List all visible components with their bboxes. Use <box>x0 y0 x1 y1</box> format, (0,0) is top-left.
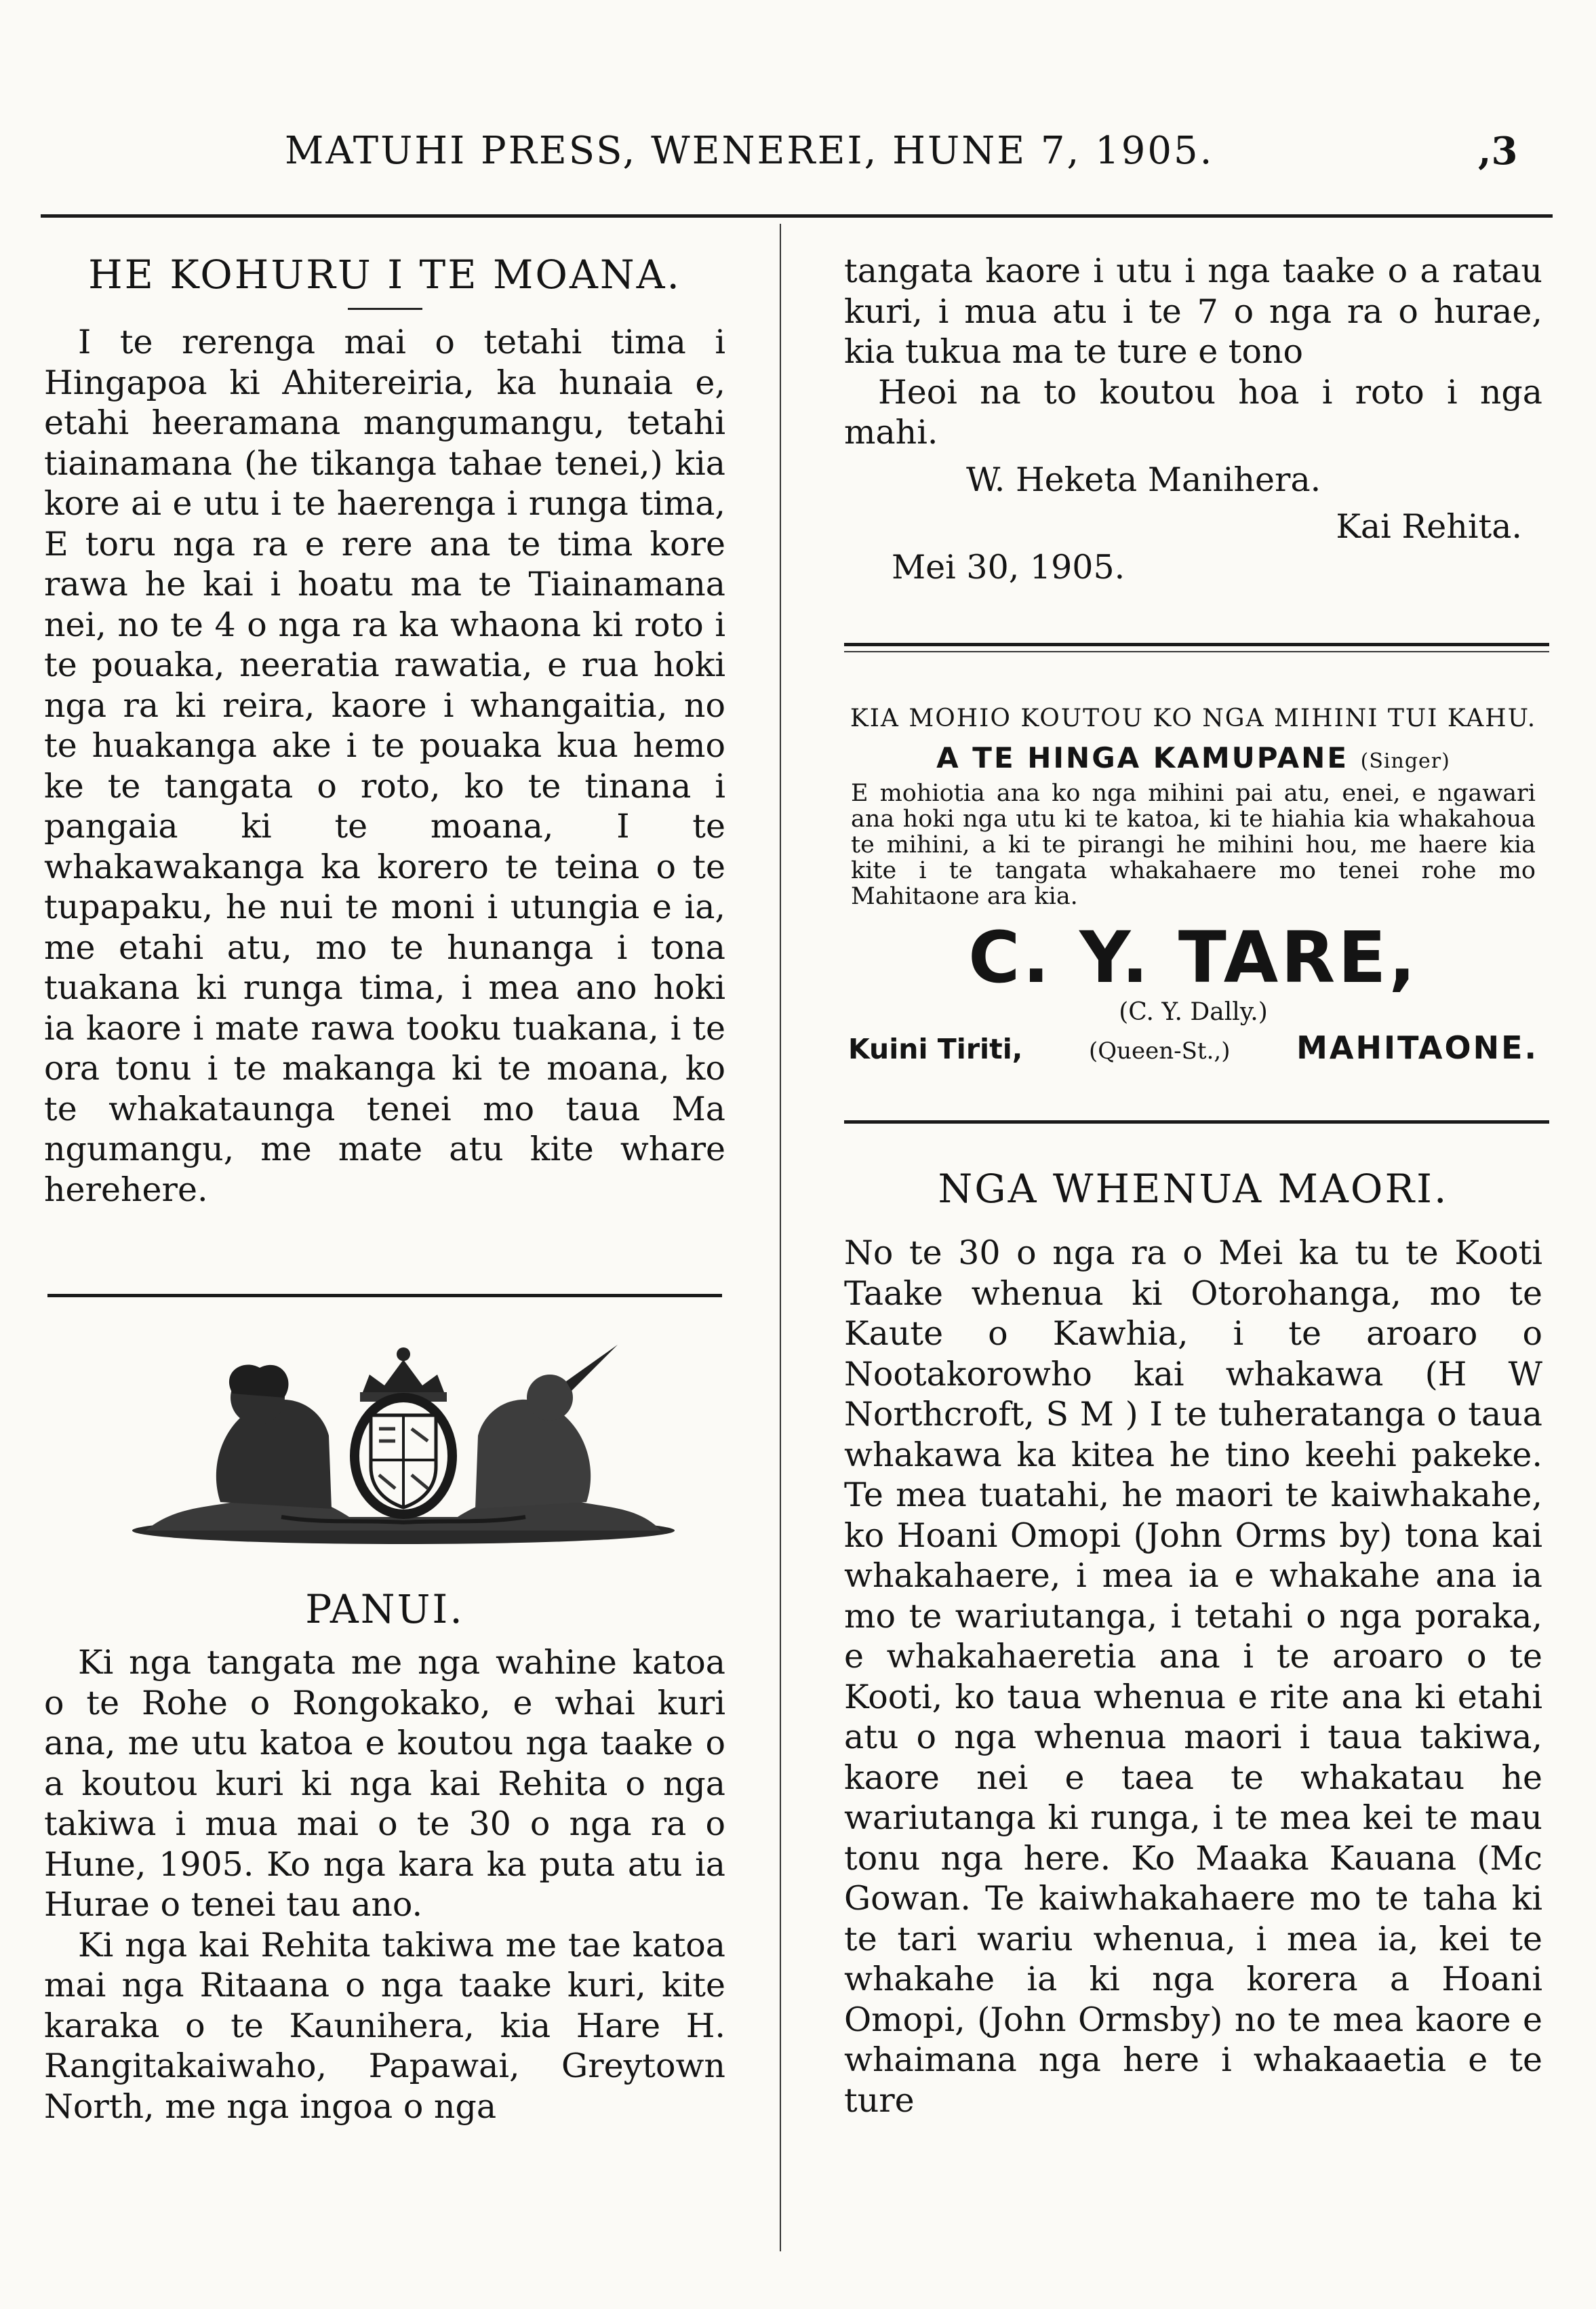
advert-body: E mohiotia ana ko nga mihini pai atu, enei, e ngawari ana hoki nga utu ki te katoa, ki te hiahia kia whakahoua te mihini, a ki te pirangi he mihini hou, me haere kia kite i te tangata whakahaere mo tenei rohe mo Mahitaone ara kia. <box>851 780 1536 910</box>
title-rule <box>348 308 422 310</box>
article-panui <box>44 1585 725 2127</box>
article-paragraph: tangata kaore i utu i nga taake o a ratau kuri, i mua atu i te 7 o nga ra o hurae, kia tukua ma te ture e tono <box>844 252 1542 371</box>
article-body: I te rerenga mai o tetahi tima i Hingapoa ki Ahitereiria, ka hunaia e, etahi heeramana mangumangu, tetahi tiainamana (he tikanga tahae tenei,) kia kore ai e utu i te haerenga i runga tima, E toru nga ra e rere ana te tima kore rawa he kai i hoatu ma te Tiainamana nei, no te 4 o nga ra ka whaona ki roto i te pouaka, neeratia rawatia, e rua hoki nga ra ki reira, kaore i whangaitia, no te huakanga ake i te pouaka kua hemo ke te tangata o roto, ko te tinana i pangaia ki te moana, I te whakawakanga ka korero te teina o te tupapaku, he nui te moni i utungia e ia, me etahi atu, mo te hunanga i tona tuakana ki runga tima, i mea ano hoki ia kaore i mate rawa tooku tuakana, i te ora tonu i te makanga ki te moana, ko te whakataunga tenei mo taua Ma ngumangu, me mate atu kite whare herehere. <box>44 323 725 1209</box>
page-number: ,3 <box>1478 129 1518 174</box>
article-title: PANUI. <box>305 1586 464 1632</box>
masthead: MATUHI PRESS, WENEREI, HUNE 7, 1905. <box>285 129 1214 173</box>
advert-company <box>844 739 1542 781</box>
advert-address <box>848 1027 1538 1071</box>
advert-name: C. Y. TARE, <box>968 916 1418 999</box>
article-panui-continued <box>844 251 1542 587</box>
section-rule <box>844 643 1549 646</box>
advert-company-name: A TE HINGA KAMUPANE <box>936 741 1349 774</box>
section-rule <box>844 1120 1549 1124</box>
section-rule <box>844 651 1549 652</box>
advert-company-note: (Singer) <box>1360 749 1450 773</box>
advert-town: MAHITAONE. <box>1296 1029 1538 1066</box>
column-divider <box>780 224 781 2251</box>
article-paragraph: Ki nga kai Rehita takiwa me tae katoa mai nga Ritaana o nga taake kuri, kite karaka o te Kaunihera, kia Hare H. Rangitakaiwaho, Papawai, Greytown North, me nga ingoa o nga <box>44 1925 725 2126</box>
header-rule <box>41 214 1553 218</box>
article-title: HE KOHURU I TE MOANA. <box>88 252 681 298</box>
advert-name-english: (C. Y. Dally.) <box>1119 998 1268 1026</box>
article-body: No te 30 o nga ra o Mei ka tu te Kooti Taake whenua ki Otorohanga, mo te Kaute o Kawhia, i te aroaro o Nootakorowho kai whakawa (H W Northcroft, S M ) I te tuheratanga o taua whakawa ka kitea he tino keehi pakeke. Te mea tuatahi, he maori te kaiwhakahe, ko Hoani Omopi (John Orms by) tona kai whakahaere, i mea ia e whakahe ana ia mo te wariutanga, i tetahi o nga poraka, e whakahaeretia ana i te aroaro o te Kooti, ko taua whenua e rite ana ki etahi atu o nga whenua maori i taua takiwa, kaore nei e taea te whakatau he wariutanga ki runga, i te mea kei te mau tonu nga here. Ko Maaka Kauana (Mc Gowan. Te kaiwhakahaere mo te taha ki te tari wariu whenua, i mea ia, kei te whakahe ia ki nga korera a Hoani Omopi, (John Ormsby) no te mea kaore e whaimana nga here i whakaaetia e te ture <box>844 1234 1542 2120</box>
section-rule <box>47 1294 722 1297</box>
signature: W. Heketa Manihera. <box>966 460 1321 499</box>
advertisement <box>844 705 1542 1071</box>
article-paragraph: Ki nga tangata me nga wahine katoa o te Rohe o Rongokako, e whai kuri ana, me utu katoa e koutou nga taake o a koutou kuri ki nga kai Rehita o nga takiwa i mua mai o te 30 o nga ra o Hune, 1905. Ko nga kara ka puta atu ia Hurae o tenei tau ano. <box>44 1643 725 1924</box>
advert-street: Kuini Tiriti, <box>848 1033 1023 1065</box>
article-closing: Heoi na to koutou hoa i roto i nga mahi. <box>844 372 1542 452</box>
advert-heading: KIA MOHIO KOUTOU KO NGA MIHINI TUI KAHU. <box>850 705 1537 732</box>
article-whenua <box>844 1165 1542 2120</box>
article-title: NGA WHENUA MAORI. <box>938 1166 1449 1212</box>
advert-street-english: (Queen-St.,) <box>1088 1038 1231 1065</box>
article-date: Mei 30, 1905. <box>892 547 1125 587</box>
article-kohuru <box>44 251 725 1210</box>
signature-role: Kai Rehita. <box>1336 507 1522 546</box>
royal-coat-of-arms-icon <box>119 1339 688 1550</box>
